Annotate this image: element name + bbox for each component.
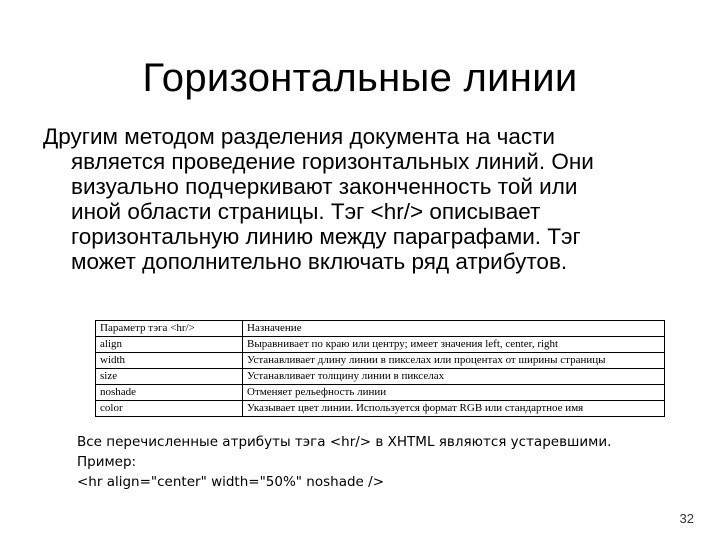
table-row xyxy=(96,337,665,353)
paragraph-line: горизонтальную линию между параграфами. Тэг xyxy=(71,224,581,249)
table-cell-desc: Выравнивает по краю или центру; имеет значения left, center, right xyxy=(243,337,665,353)
body-paragraph xyxy=(43,124,703,274)
table-row xyxy=(96,353,665,369)
table-cell-param: width xyxy=(96,353,243,369)
table-cell-desc: Устанавливает толщину линии в пикселах xyxy=(243,369,665,385)
paragraph-line: иной области страницы. Тэг <hr/> описывает xyxy=(71,199,541,224)
table-cell-param: color xyxy=(96,401,243,417)
table-cell-desc: Отменяет рельефность линии xyxy=(243,385,665,401)
hr-attributes-table xyxy=(95,320,665,417)
table-cell-desc: Указывает цвет линии. Используется формат RGB или стандартное имя xyxy=(243,401,665,417)
table-header-desc: Назначение xyxy=(243,321,665,337)
table-cell-param: align xyxy=(96,337,243,353)
note-block xyxy=(77,432,697,492)
page-number: 32 xyxy=(679,511,694,526)
paragraph-line: может дополнительно включать ряд атрибутов. xyxy=(71,249,568,274)
table-row xyxy=(96,401,665,417)
code-example: <hr align="center" width="50%" noshade /> xyxy=(77,474,385,490)
table-cell-desc: Устанавливает длину линии в пикселах или процентах от ширины страницы xyxy=(243,353,665,369)
paragraph-line: визуально подчеркивают законченность той или xyxy=(71,174,578,199)
paragraph-line: является проведение горизонтальных линий. Они xyxy=(71,149,594,174)
note-line: Все перечисленные атрибуты тэга <hr/> в XHTML являются устаревшими. xyxy=(77,434,612,450)
table-cell-param: noshade xyxy=(96,385,243,401)
table-row xyxy=(96,385,665,401)
table-row xyxy=(96,369,665,385)
table-header-param: Параметр тэга <hr/> xyxy=(96,321,243,337)
table-cell-param: size xyxy=(96,369,243,385)
table-header-row xyxy=(96,321,665,337)
note-line: Пример: xyxy=(77,454,137,470)
paragraph-line: Другим методом разделения документа на части xyxy=(43,124,555,149)
slide-title: Горизонтальные линии xyxy=(142,55,578,100)
